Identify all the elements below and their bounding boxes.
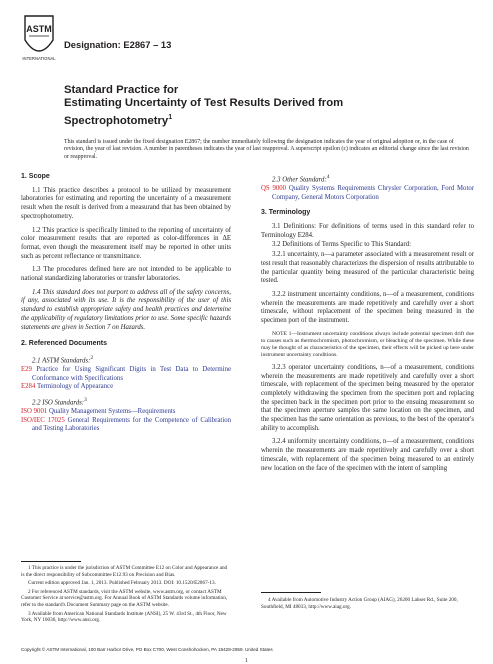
para-3-2-2: 3.2.2 instrument uncertainty conditions, n—of a measurement, conditions wherein the measurements are made repetitively and carefully over a short timescale, without replacement of the specimen being measured in the specimen port of the instrument. [261,291,474,325]
referenced-documents-heading: 2. Referenced Documents [21,340,107,348]
para-1-4 [21,289,231,333]
page-number: 1 [245,658,248,664]
title-line-1: Standard Practice for [64,84,179,96]
terminology-heading: 3. Terminology [261,209,311,217]
astm-logo [22,10,56,64]
para-3-2: 3.2 Definitions of Terms Specific to This Standard: [272,241,411,249]
ref-e284-code[interactable]: E284 [21,383,36,391]
footnotes-left [21,565,231,626]
scope-heading: 1. Scope [21,173,50,180]
svg-text:INTERNATIONAL: INTERNATIONAL [22,56,56,61]
footnote-mark-4: 4 [326,174,330,180]
footnote-mark-3: 3 [84,397,87,404]
para-3-2-3: 3.2.3 operator uncertainty conditions, n—of a measurement, conditions wherein the measurements are made repetitively and carefully over a short timescale, with replacement of the specimen being measured by the operator completely withdrawing the specimen from the specimen port and replacing the specimen back in the specimen port prior to the ensuing measurement so that the specimen aperture samples the same location on the specimen, and the specimen has the same orientation as previous, to the best of the operator's ability to accomplish. [261,363,474,432]
title-footnote-mark: 1 [168,113,173,121]
footnote-1: 1 This practice is under the jurisdiction of ASTM Committee E12 on Color and Appearance and is the direct responsibility of Subcommittee E12.93 on Precision and Bias. [21,565,228,578]
document-title [64,84,464,128]
note-1: NOTE 1—Instrument uncertainty conditions always include potential specimen drift due to causes such as thermochromism, photochromism, or bleaching of the specimen. While these may be thought of as characteristics of the specimen, their effects will be picked up here under instrument uncertainty conditions. [261,330,474,358]
ref-iso17025-title[interactable]: General Requirements for the Competence of Calibration and Testing Laboratories [32,416,231,433]
para-3-2-1: 3.2.1 uncertainty, n—a parameter associated with a measurement result or test result that reasonably characterizes the dispersion of results attributable to the particular quantity being measured of the particular characteristic being tested. [261,251,474,285]
footnote-3: 3 Available from American National Standards Institute (ANSI), 25 W. 43rd St., 4th Floor, New York, NY 10036, http://www.ansi.org. [21,610,227,624]
para-1-3: 1.3 The procedures defined here are not intended to be applicable to national standardizing laboratories or transfer laboratories. [21,266,231,283]
ref-qs9000-title[interactable]: Quality Systems Requirements Chrysler Corporation, Ford Motor Company, General Motors Corporation [272,184,475,201]
ref-e29-title[interactable]: Practice for Using Significant Digits in Test Data to Determine Conformance with Specifications [32,365,232,382]
ref-e284-title[interactable]: Terminology of Appearance [36,383,114,391]
iso-standards-label-text: 2.2 ISO Standards: [32,399,85,407]
footnote-rule-right [261,592,321,593]
left-column [21,173,231,434]
ref-qs9000-code[interactable]: QS 9000 [261,184,287,192]
footnote-1-edition: Current edition approved Jan. 1, 2013. Published February 2013. DOI: 10.1520/E2867-13. [28,580,216,587]
ref-iso9001-title[interactable]: Quality Management Systems—Requirements [48,408,176,415]
title-line-3 [64,111,464,128]
para-1-4-text: 1.4 This standard does not purport to address all of the safety concerns, if any, associated with its use. It is the responsibility of the user of this standard to establish appropriate safety and health practices and determine the applicability of regulatory limitations prior to use. Some specific hazards statements are given in Section 7 on Hazards. [21,288,231,331]
para-3-2-4: 3.2.4 uniformity uncertainty conditions, n—of a measurement, conditions wherein the measurements are made repetitively and carefully over a short timescale, with replacement of the specimen being measured to an entirely new location on the face of the specimen with the intent of sampling [261,438,474,472]
footnote-2: 2 For referenced ASTM standards, visit the ASTM website, www.astm.org, or contact ASTM Customer Service at service@astm.org. For Annual Book of ASTM Standards volume information, refer to the standard's Document Summary page on the ASTM website. [21,588,228,608]
ref-qs9000[interactable] [261,185,474,202]
standard-issue-note: This standard is issued under the fixed designation E2867; the number immediately following the designation indicates the year of original adoption or, in the case of revision, the year of last revision. A number in parentheses indicates the year of last reapproval. A superscript epsilon (ε) indicates an editorial change since the last revision or reapproval. [64,139,469,160]
para-1-2: 1.2 This practice is specifically limited to the reporting of uncertainty of color measurement results that are reported as color-differences in ΔE format, even though the measurement itself may be reported in other units such as percent reflectance or transmittance. [21,226,231,260]
designation: Designation: E2867 – 13 [64,39,172,50]
title-line-3-text: Spectrophotometry [64,114,169,127]
para-1-1: 1.1 This practice describes a protocol to be utilized by measurement laboratories for estimating and reporting the uncertainty of a measurement result when the result is derived from a measurand that has been obtained by spectrophotometry. [21,186,231,220]
ref-e29-code[interactable]: E29 [21,365,32,373]
para-3-1: 3.1 Definitions: For definitions of terms used in this standard refer to Terminology E284. [261,223,474,239]
copyright-footer: Copyright © ASTM International, 100 Barr Harbor Drive, PO Box C700, West Conshohocken, PA 19428-2959. United States [21,647,273,652]
title-line-2: Estimating Uncertainty of Test Results Derived from [64,97,344,110]
astm-standards-label [21,354,231,366]
footnote-rule-left [21,561,81,562]
iso-standards-label [21,396,231,408]
ref-e284[interactable] [21,383,231,392]
footnote-mark-2: 2 [90,354,94,361]
right-column [261,173,474,478]
ref-iso9001[interactable] [21,408,231,417]
astm-standards-label-text: 2.1 ASTM Standards: [32,357,91,365]
ref-e29[interactable] [21,366,231,383]
footnotes-right [261,597,474,612]
ref-iso9001-code[interactable]: ISO 9001 [21,408,48,415]
other-standard-label-text: 2.3 Other Standard: [272,176,327,184]
svg-text:ASTM: ASTM [26,24,52,34]
ref-iso17025[interactable] [21,417,231,434]
ref-iso17025-code[interactable]: ISO/IEC 17025 [21,416,65,424]
other-standard-label [261,173,474,185]
footnote-4: 4 Available from Automotive Industry Action Group (AIAG), 26200 Lahser Rd., Suite 200, Southfield, MI 48033, http://www.aiag.org. [261,597,458,610]
